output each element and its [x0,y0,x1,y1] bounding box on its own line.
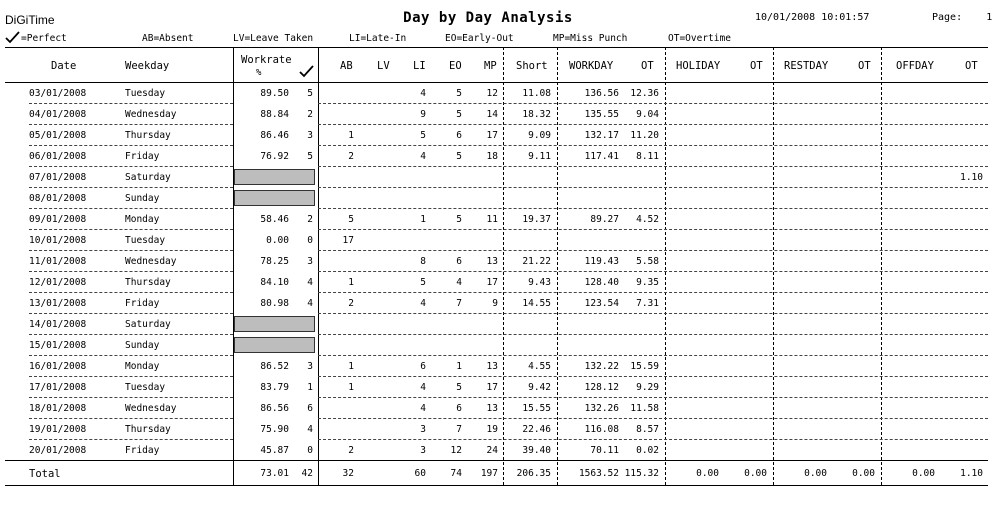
cell-workday-ot: 11.20 [630,130,659,141]
cell-workday: 119.43 [584,256,619,267]
row-divider [29,418,233,419]
cell-mp: 13 [486,403,498,414]
cell-workday-ot: 9.35 [636,277,659,288]
cell-offday-ot: 1.10 [960,172,983,183]
cell-date: 07/01/2008 [29,172,87,183]
cell-date: 05/01/2008 [29,130,87,141]
cell-date: 12/01/2008 [29,277,87,288]
cell-weekday: Tuesday [125,88,166,99]
row-divider [318,376,988,377]
cell-offday-ot: 1.10 [960,468,983,479]
row-divider [29,103,233,104]
col-holiday-ot: OT [750,60,763,72]
cell-short: 14.55 [522,298,551,309]
cell-perfect: 6 [307,403,313,414]
cell-mp: 17 [486,277,498,288]
cell-workday: 132.22 [584,361,619,372]
cell-date: 20/01/2008 [29,445,87,456]
cell-date: 18/01/2008 [29,403,87,414]
cell-perfect: 3 [307,130,313,141]
col-workday-ot: OT [641,60,654,72]
cell-mp: 13 [486,361,498,372]
cell-mp: 19 [486,424,498,435]
cell-weekday: Wednesday [125,109,177,120]
col-restday: RESTDAY [784,60,829,72]
cell-workday: 136.56 [584,88,619,99]
cell-date: 10/01/2008 [29,235,87,246]
cell-workrate: 89.50 [260,88,289,99]
column-divider-dashed [773,47,774,485]
col-ab: AB [340,60,353,72]
cell-perfect: 3 [307,361,313,372]
cell-workday-ot: 4.52 [636,214,659,225]
row-divider [29,271,233,272]
cell-perfect: 5 [307,151,313,162]
row-divider [29,229,233,230]
page-label: Page: [932,12,963,23]
cell-date: 06/01/2008 [29,151,87,162]
cell-workday: 128.12 [584,382,619,393]
cell-li: 6 [420,361,426,372]
cell-workrate: 88.84 [260,109,289,120]
cell-eo: 74 [450,468,462,479]
cell-li: 9 [420,109,426,120]
cell-short: 11.08 [522,88,551,99]
cell-workrate: 80.98 [260,298,289,309]
cell-mp: 12 [486,88,498,99]
cell-date: 13/01/2008 [29,298,87,309]
checkmark-icon [5,31,21,44]
legend-early-out: EO=Early-Out [445,33,514,44]
cell-workrate: 76.92 [260,151,289,162]
cell-weekday: Tuesday [125,382,166,393]
cell-ab: 2 [348,298,354,309]
cell-mp: 197 [480,468,498,479]
cell-eo: 5 [456,382,462,393]
cell-short: 39.40 [522,445,551,456]
checkmark-icon [299,65,315,78]
row-divider [29,166,233,167]
cell-workrate: 45.87 [260,445,289,456]
cell-perfect: 42 [301,468,313,479]
cell-workday-ot: 7.31 [636,298,659,309]
cell-ab: 32 [342,468,354,479]
cell-short: 18.32 [522,109,551,120]
cell-perfect: 5 [307,88,313,99]
cell-short: 206.35 [516,468,551,479]
cell-weekday: Sunday [125,193,160,204]
legend-absent: AB=Absent [142,33,194,44]
cell-short: 9.42 [528,382,551,393]
col-li: LI [413,60,426,72]
total-label: Total [29,468,61,480]
cell-li: 3 [420,424,426,435]
cell-eo: 6 [456,403,462,414]
column-divider-solid [318,47,319,485]
non-working-day-shade [234,316,315,332]
cell-eo: 5 [456,214,462,225]
row-divider [318,439,988,440]
cell-workrate: 0.00 [266,235,289,246]
cell-li: 60 [414,468,426,479]
cell-perfect: 2 [307,109,313,120]
cell-restday-ot: 0.00 [852,468,875,479]
cell-workday-ot: 12.36 [630,88,659,99]
cell-li: 3 [420,445,426,456]
column-divider-dashed [665,47,666,485]
cell-li: 8 [420,256,426,267]
cell-mp: 9 [492,298,498,309]
cell-weekday: Wednesday [125,403,177,414]
cell-ab: 2 [348,445,354,456]
col-offday: OFFDAY [896,60,934,72]
row-divider [29,439,233,440]
cell-perfect: 4 [307,277,313,288]
cell-workday-ot: 115.32 [624,468,659,479]
cell-ab: 1 [348,361,354,372]
cell-eo: 12 [450,445,462,456]
cell-li: 4 [420,151,426,162]
cell-workday: 1563.52 [578,468,619,479]
row-divider [29,334,233,335]
cell-li: 4 [420,403,426,414]
cell-short: 22.46 [522,424,551,435]
cell-workrate: 86.56 [260,403,289,414]
cell-short: 21.22 [522,256,551,267]
cell-ab: 1 [348,277,354,288]
col-mp: MP [484,60,497,72]
cell-mp: 11 [486,214,498,225]
page-indicator [932,12,992,23]
cell-perfect: 0 [307,445,313,456]
legend-perfect: =Perfect [21,33,67,44]
cell-weekday: Wednesday [125,256,177,267]
cell-short: 19.37 [522,214,551,225]
cell-workrate: 78.25 [260,256,289,267]
cell-date: 15/01/2008 [29,340,87,351]
cell-workrate: 84.10 [260,277,289,288]
legend-leave: LV=Leave Taken [233,33,314,44]
cell-weekday: Friday [125,298,160,309]
col-weekday: Weekday [125,60,170,72]
row-divider [318,313,988,314]
cell-mp: 17 [486,130,498,141]
cell-workday: 123.54 [584,298,619,309]
row-divider [29,397,233,398]
row-divider [318,166,988,167]
cell-workday: 135.55 [584,109,619,120]
cell-li: 4 [420,382,426,393]
cell-eo: 5 [456,109,462,120]
cell-eo: 7 [456,298,462,309]
cell-date: 09/01/2008 [29,214,87,225]
cell-workday-ot: 9.29 [636,382,659,393]
cell-li: 5 [420,130,426,141]
cell-weekday: Sunday [125,340,160,351]
cell-date: 19/01/2008 [29,424,87,435]
row-divider [318,397,988,398]
row-divider [29,292,233,293]
col-workrate: Workrate [241,54,292,66]
cell-workday: 117.41 [584,151,619,162]
cell-weekday: Thursday [125,277,171,288]
row-divider [318,271,988,272]
cell-workday-ot: 15.59 [630,361,659,372]
legend-miss-punch: MP=Miss Punch [553,33,628,44]
cell-workday-ot: 8.11 [636,151,659,162]
row-divider [29,145,233,146]
row-divider [29,187,233,188]
cell-eo: 7 [456,424,462,435]
cell-weekday: Saturday [125,172,171,183]
cell-workday: 89.27 [590,214,619,225]
row-divider [29,250,233,251]
row-divider [318,292,988,293]
cell-weekday: Thursday [125,424,171,435]
cell-perfect: 1 [307,382,313,393]
row-divider [29,313,233,314]
report-datetime: 10/01/2008 10:01:57 [755,12,870,23]
cell-workrate: 86.46 [260,130,289,141]
cell-short: 9.43 [528,277,551,288]
cell-perfect: 0 [307,235,313,246]
cell-date: 08/01/2008 [29,193,87,204]
cell-date: 11/01/2008 [29,256,87,267]
cell-date: 04/01/2008 [29,109,87,120]
row-divider [318,145,988,146]
brand-name: DiGiTime [5,13,55,27]
cell-short: 4.55 [528,361,551,372]
cell-perfect: 4 [307,298,313,309]
col-offday-ot: OT [965,60,978,72]
col-eo: EO [449,60,462,72]
cell-perfect: 2 [307,214,313,225]
cell-short: 9.09 [528,130,551,141]
cell-weekday: Monday [125,361,160,372]
cell-mp: 17 [486,382,498,393]
cell-date: 16/01/2008 [29,361,87,372]
col-restday-ot: OT [858,60,871,72]
cell-short: 9.11 [528,151,551,162]
cell-holiday: 0.00 [696,468,719,479]
col-workrate-pct: % [256,68,262,78]
row-divider [29,355,233,356]
cell-workday: 70.11 [590,445,619,456]
row-divider [318,355,988,356]
cell-eo: 6 [456,256,462,267]
cell-weekday: Thursday [125,130,171,141]
row-divider [318,229,988,230]
col-short: Short [516,60,548,72]
cell-workday-ot: 0.02 [636,445,659,456]
cell-mp: 13 [486,256,498,267]
cell-workday: 128.40 [584,277,619,288]
report-title: Day by Day Analysis [403,10,573,26]
cell-workrate: 58.46 [260,214,289,225]
cell-ab: 5 [348,214,354,225]
cell-li: 4 [420,88,426,99]
table-bottom-border [5,485,988,486]
cell-workday: 116.08 [584,424,619,435]
cell-mp: 18 [486,151,498,162]
cell-weekday: Tuesday [125,235,166,246]
cell-ab: 1 [348,382,354,393]
row-divider [318,334,988,335]
cell-li: 5 [420,277,426,288]
cell-li: 1 [420,214,426,225]
cell-holiday-ot: 0.00 [744,468,767,479]
legend-late-in: LI=Late-In [349,33,407,44]
cell-workday-ot: 8.57 [636,424,659,435]
cell-ab: 1 [348,130,354,141]
cell-eo: 4 [456,277,462,288]
row-divider [318,250,988,251]
cell-ab: 2 [348,151,354,162]
cell-workrate: 73.01 [260,468,289,479]
col-date: Date [51,60,77,72]
cell-mp: 24 [486,445,498,456]
column-divider-dashed [881,47,882,485]
cell-workday-ot: 5.58 [636,256,659,267]
cell-date: 03/01/2008 [29,88,87,99]
cell-workday-ot: 11.58 [630,403,659,414]
cell-weekday: Friday [125,151,160,162]
cell-weekday: Saturday [125,319,171,330]
col-holiday: HOLIDAY [676,60,721,72]
cell-date: 17/01/2008 [29,382,87,393]
total-top-border [5,460,988,461]
cell-date: 14/01/2008 [29,319,87,330]
table-top-border [5,47,988,48]
row-divider [318,124,988,125]
row-divider [318,418,988,419]
cell-li: 4 [420,298,426,309]
cell-workday-ot: 9.04 [636,109,659,120]
cell-eo: 6 [456,130,462,141]
cell-mp: 14 [486,109,498,120]
cell-workrate: 75.90 [260,424,289,435]
cell-perfect: 4 [307,424,313,435]
page-number: 1 [986,12,993,23]
cell-eo: 5 [456,151,462,162]
cell-eo: 5 [456,88,462,99]
row-divider [29,208,233,209]
cell-perfect: 3 [307,256,313,267]
cell-workday: 132.26 [584,403,619,414]
non-working-day-shade [234,190,315,206]
cell-short: 15.55 [522,403,551,414]
row-divider [29,376,233,377]
header-bottom-border [5,82,988,83]
cell-workrate: 86.52 [260,361,289,372]
cell-restday: 0.00 [804,468,827,479]
cell-workday: 132.17 [584,130,619,141]
row-divider [318,187,988,188]
cell-weekday: Monday [125,214,160,225]
legend [5,31,990,45]
row-divider [318,103,988,104]
col-lv: LV [377,60,390,72]
legend-overtime: OT=Overtime [668,33,731,44]
col-workday: WORKDAY [569,60,614,72]
non-working-day-shade [234,337,315,353]
cell-eo: 1 [456,361,462,372]
row-divider [29,124,233,125]
row-divider [318,208,988,209]
non-working-day-shade [234,169,315,185]
cell-ab: 17 [342,235,354,246]
cell-offday: 0.00 [912,468,935,479]
cell-weekday: Friday [125,445,160,456]
cell-workrate: 83.79 [260,382,289,393]
